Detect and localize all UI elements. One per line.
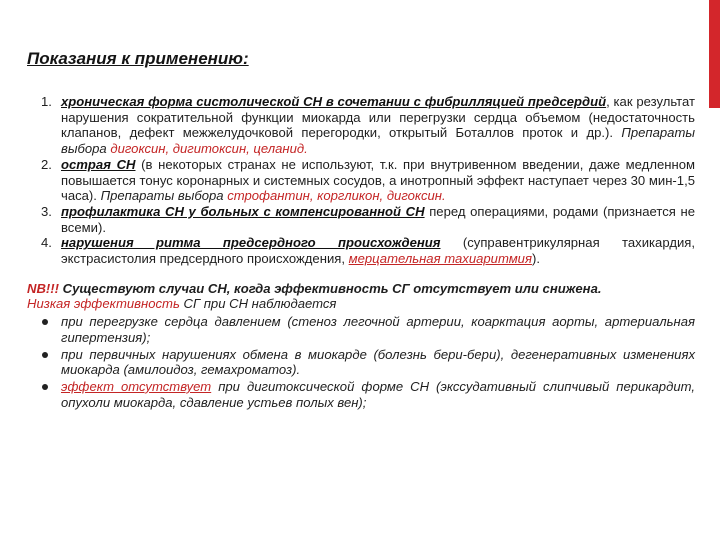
nb-rest-text: СГ при СН наблюдается [179,296,337,312]
highlighted-condition: мерцательная тахиаритмия [348,251,532,267]
indication-text: (суправентрикулярная тахикардия, экстрасистолия предсердного происхождения, [61,235,695,267]
item-number: 3. [41,203,52,219]
list-item [27,314,695,345]
item-number: 4. [41,235,52,251]
low-efficacy-list [27,314,695,410]
drugs-label: Препараты выбора [96,188,228,204]
list-item [27,379,695,410]
indications-list [27,94,695,267]
case-lead: эффект отсутствует [61,378,212,394]
nb-note [27,281,695,312]
slide-title: Показания к применению: [27,49,249,68]
indication-term: хроническая форма систолической СН в сочетании с фибрилляцией предсердий [61,94,607,109]
item-number: 1. [41,94,52,109]
drugs-list: строфантин, коргликон, дигоксин. [227,188,446,204]
indication-text: , как результат нарушения сократительной функции миокарда или перегрузки сердца объемом (недостаточность клапанов, дефект межжелудочковой перегородки, открытый Боталлов проток и др.). [61,94,695,141]
indication-item-2 [27,157,695,204]
indication-item-4 [27,235,695,266]
nb-subheading [27,296,695,312]
indication-term: профилактика СН у больных с компенсированной СН [61,203,425,219]
slide-accent-bar [709,0,720,108]
case-text: при первичных нарушениях обмена в миокарде (болезнь бери-бери), дегенеративных изменениях миокарда (амилоидоз, гемахроматоз). [61,346,695,378]
drugs-list: дигоксин, дигитоксин, целанид. [110,141,308,157]
item-number: 2. [41,156,52,172]
indication-tail: ). [531,251,540,267]
indication-term: острая СН [61,156,136,172]
nb-text: Существуют случаи СН, когда эффективность СГ отсутствует или снижена. [59,280,602,296]
indication-item-3 [27,204,695,235]
nb-red-text: Низкая эффективность [27,296,180,312]
indication-item-1 [27,94,695,157]
indication-text: (в некоторых странах не используют, т.к. при внутривенном введении, даже медленном повышается тонус коронарных и системных сосудов, а инотропный эффект наступает через 30 мин-1,5 часа). [61,156,695,204]
indication-term: нарушения ритма предсердного происхождения [61,235,441,251]
nb-statement [27,281,695,297]
bullet-icon [42,384,48,390]
list-item [27,347,695,378]
indication-text: перед операциями, родами (признается не всеми). [61,203,696,235]
case-text: при перегрузке сердца давлением (стеноз легочной артерии, коарктация аорты, артериальная гипертензия); [61,314,695,345]
slide-content [27,94,695,411]
nb-tag: NB!!! [27,280,59,296]
case-text: при дигитоксической форме СН (экссудативный слипчивый перикардит, опухоли миокарда, сдавление устьев полых вен); [61,378,696,410]
bullet-icon [42,352,48,358]
bullet-icon [42,319,48,325]
drugs-label: Препараты выбора [61,125,695,157]
